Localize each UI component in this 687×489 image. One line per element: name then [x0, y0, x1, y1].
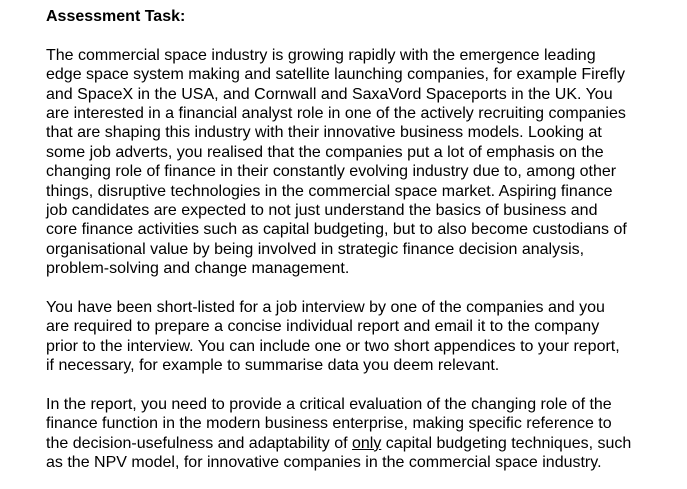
text-line-with-emphasis — [46, 434, 682, 453]
text-line: finance function in the modern business enterprise, making specific reference to — [46, 415, 612, 433]
text-line: organisational value by being involved in strategic finance decision analysis, — [46, 240, 585, 258]
paragraph-context — [46, 46, 682, 279]
text-line: things, disruptive technologies in the commercial space market. Aspiring finance — [46, 182, 613, 200]
text-line: if necessary, for example to summarise data you deem relevant. — [46, 357, 500, 375]
text-line: edge space system making and satellite launching companies, for example Firefly — [46, 66, 625, 84]
text-line: changing role of finance in their constantly evolving industry due to, among other — [46, 163, 617, 181]
assessment-heading: Assessment Task: — [46, 8, 186, 25]
text-line: core finance activities such as capital budgeting, but to also become custodians of — [46, 221, 627, 239]
text-line: are required to prepare a concise individual report and email it to the company — [46, 318, 600, 336]
paragraph-requirements — [46, 395, 682, 473]
text-line: job candidates are expected to not just understand the basics of business and — [46, 202, 598, 220]
text-line: problem-solving and change management. — [46, 260, 350, 278]
text-line: The commercial space industry is growing rapidly with the emergence leading — [46, 46, 596, 64]
text-line: are interested in a financial analyst role in one of the actively recruiting companies — [46, 105, 626, 123]
text-line: You have been short-listed for a job interview by one of the companies and you — [46, 299, 605, 317]
assessment-document — [46, 7, 682, 473]
underlined-emphasis: only — [351, 434, 382, 452]
text-line: and SpaceX in the USA, and Cornwall and SaxaVord Spaceports in the UK. You — [46, 85, 613, 103]
paragraph-instructions — [46, 298, 682, 376]
text-segment: capital budgeting techniques, such — [381, 434, 632, 452]
text-line: as the NPV model, for innovative companies in the commercial space industry. — [46, 454, 602, 472]
text-line: that are shaping this industry with their innovative business models. Looking at — [46, 124, 602, 142]
text-line: In the report, you need to provide a critical evaluation of the changing role of the — [46, 396, 612, 414]
text-segment: the decision-usefulness and adaptability of — [46, 434, 352, 452]
text-line: some job adverts, you realised that the companies put a lot of emphasis on the — [46, 143, 604, 161]
text-line: prior to the interview. You can include one or two short appendices to your report, — [46, 337, 620, 355]
